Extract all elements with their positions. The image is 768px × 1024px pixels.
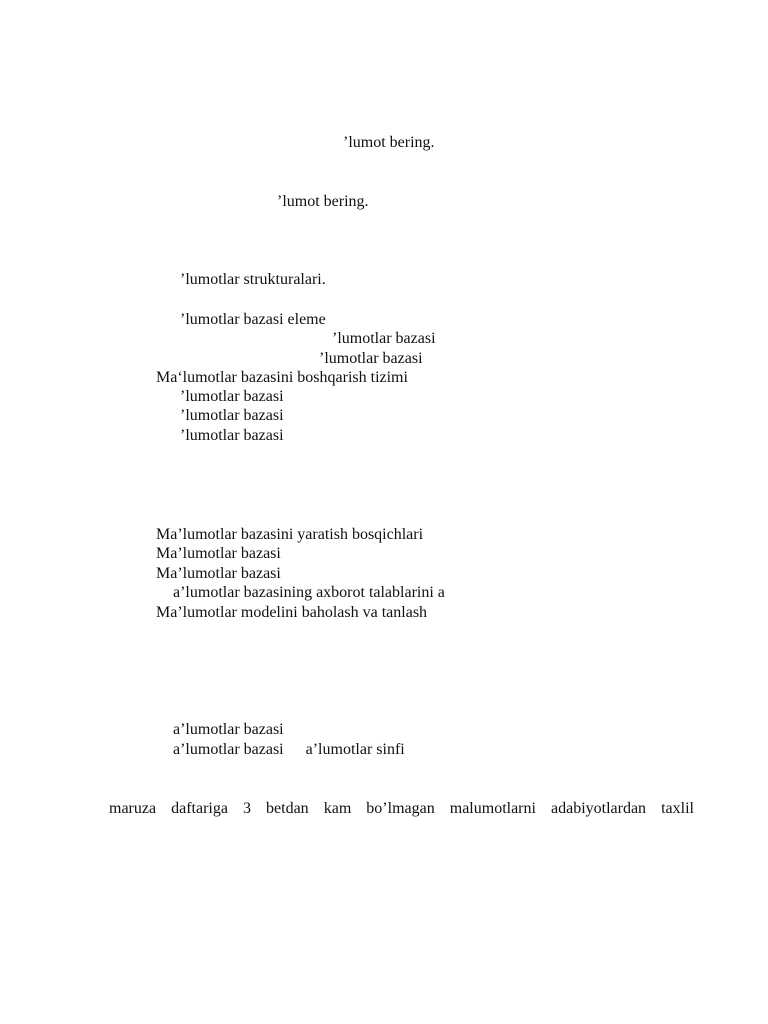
section-2-line-1: Ma’lumotlar bazasini yaratish bosqichlari (156, 526, 424, 543)
section-2-line-4: a’lumotlar bazasining axborot talablarini a (173, 584, 445, 601)
heading-1: ’lumot bering. (343, 134, 435, 151)
section-3-line-2-part-b: a’lumotlar sinfi (305, 741, 405, 758)
section-3-line-2-part-a: a’lumotlar bazasi (173, 741, 284, 758)
section-1-line-4: ’lumotlar bazasi (319, 350, 423, 367)
section-1-line-6: ’lumotlar bazasi (180, 388, 284, 405)
section-2-line-3: Ma’lumotlar bazasi (156, 565, 281, 582)
footer-word: adabiyotlardan (550, 800, 647, 817)
heading-2: ’lumot bering. (277, 193, 369, 210)
section-2-line-5: Ma’lumotlar modelini baholash va tanlash (156, 604, 428, 621)
section-1-line-3: ’lumotlar bazasi (332, 330, 436, 347)
section-1-line-5: Ma‘lumotlar bazasini boshqarish tizimi (156, 369, 408, 386)
footer-paragraph-line (109, 799, 694, 819)
section-3-line-1: a’lumotlar bazasi (173, 721, 284, 738)
section-1-line-2: ’lumotlar bazasi eleme (180, 311, 326, 328)
footer-word: betdan (266, 800, 309, 817)
footer-word: 3 (243, 800, 251, 817)
footer-word: maruza (109, 800, 157, 817)
section-2-line-2: Ma’lumotlar bazasi (156, 545, 281, 562)
footer-word: bo’lmagan (366, 800, 435, 817)
section-3-line-2 (173, 740, 405, 760)
footer-word: taxlil (661, 800, 694, 817)
section-1-line-7: ’lumotlar bazasi (180, 407, 284, 424)
section-1-line-8: ’lumotlar bazasi (180, 427, 284, 444)
footer-word: malumotlarni (449, 800, 536, 817)
section-1-line-1: ’lumotlar strukturalari. (180, 271, 326, 288)
footer-word: kam (323, 800, 352, 817)
footer-word: daftariga (171, 800, 228, 817)
